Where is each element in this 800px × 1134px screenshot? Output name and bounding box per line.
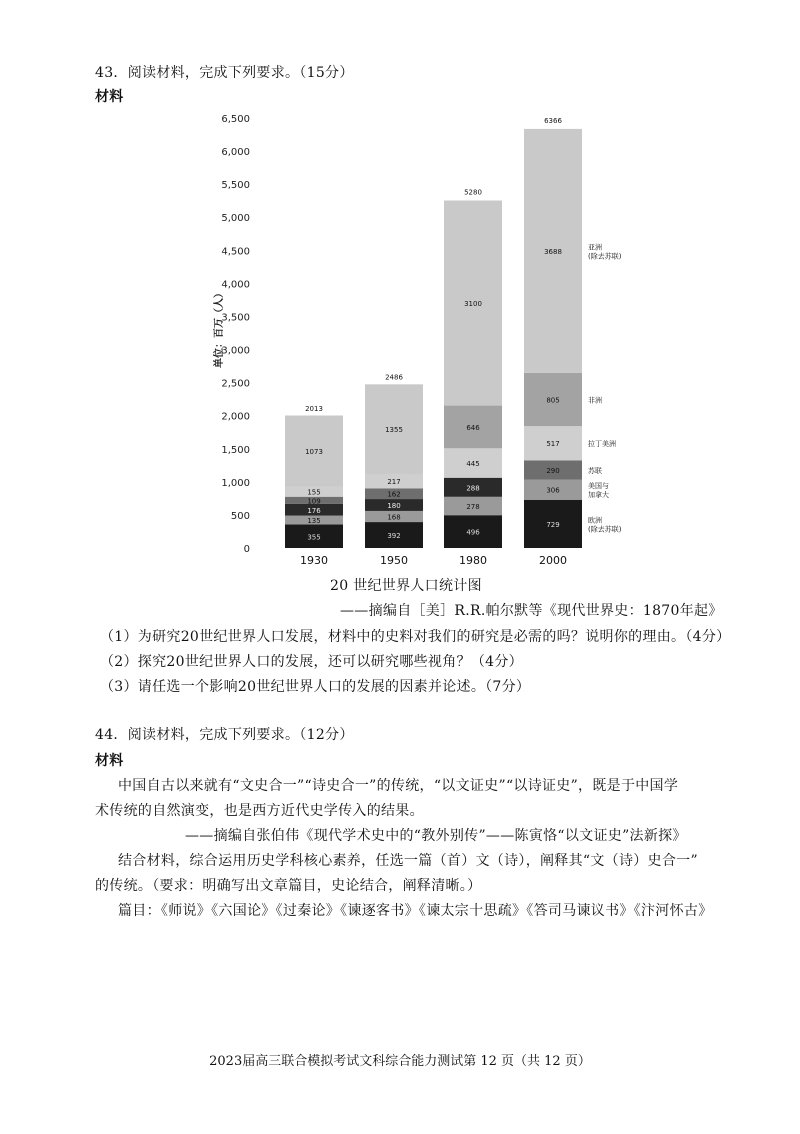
legend-label: 加拿大 bbox=[588, 491, 609, 500]
legend-label: 美国与 bbox=[588, 482, 609, 491]
y-tick-label: 0 bbox=[243, 544, 250, 555]
bar-total-label: 2013 bbox=[305, 404, 323, 413]
segment-value-label: 445 bbox=[466, 460, 480, 469]
segment-value-label: 217 bbox=[387, 478, 401, 487]
y-tick-label: 5,000 bbox=[221, 213, 250, 225]
y-tick-label: 6,500 bbox=[221, 114, 250, 125]
segment-value-label: 180 bbox=[387, 502, 401, 510]
legend-label: 非洲 bbox=[588, 396, 602, 405]
segment-value-label: 517 bbox=[546, 440, 560, 449]
segment-value-label: 805 bbox=[546, 396, 560, 405]
legend-label: (除去苏联) bbox=[588, 252, 622, 261]
segment-value-label: 646 bbox=[466, 423, 480, 432]
segment-value-label: 392 bbox=[387, 532, 401, 541]
q44-source: ——摘编自张伯伟《现代学术史中的“教外别传”——陈寅恪“以文证史”法新探》 bbox=[185, 828, 687, 844]
segment-value-label: 306 bbox=[546, 486, 560, 495]
segment-value-label: 496 bbox=[466, 528, 480, 537]
bar-total-label: 5280 bbox=[464, 188, 482, 197]
y-tick-label: 5,500 bbox=[221, 180, 250, 192]
segment-value-label: 3688 bbox=[544, 247, 562, 256]
y-tick-label: 3,500 bbox=[221, 312, 250, 324]
segment-value-label: 290 bbox=[546, 466, 560, 475]
y-tick-label: 1,500 bbox=[221, 444, 250, 456]
legend-label: 苏联 bbox=[588, 466, 602, 475]
chart-caption: 20 世纪世界人口统计图 bbox=[330, 578, 482, 594]
bar-total-label: 2486 bbox=[385, 373, 403, 382]
y-tick-label: 4,000 bbox=[221, 279, 250, 291]
q44-paragraph-line-1: 中国自古以来就有“文史合一”“诗史合一”的传统，“以文证史”“以诗证史”，既是于中国学 bbox=[118, 778, 679, 794]
segment-value-label: 355 bbox=[307, 533, 321, 542]
legend-label: (除去苏联) bbox=[588, 525, 622, 534]
y-tick-label: 1,000 bbox=[221, 477, 250, 489]
q44-titles: 篇目：《师说》《六国论》《过秦论》《谏逐客书》《谏太宗十思疏》《答司马谏议书》《汴河怀古》 bbox=[118, 903, 713, 919]
segment-value-label: 135 bbox=[307, 517, 321, 526]
segment-value-label: 729 bbox=[546, 520, 560, 529]
segment-value-label: 176 bbox=[307, 506, 321, 515]
q43-question-3: （3）请任选一个影响20世纪世界人口的发展的因素并论述。（7分） bbox=[100, 679, 531, 695]
population-chart bbox=[210, 108, 622, 570]
bar-total-label: 6366 bbox=[544, 116, 562, 125]
segment-value-label: 1073 bbox=[305, 447, 323, 456]
x-tick-label: 2000 bbox=[539, 554, 567, 567]
legend-label: 亚洲 bbox=[588, 243, 602, 252]
x-tick-label: 1950 bbox=[380, 554, 408, 567]
q43-header: 43．阅读材料，完成下列要求。（15分） bbox=[95, 65, 354, 81]
y-tick-label: 2,500 bbox=[221, 378, 250, 390]
segment-value-label: 278 bbox=[466, 502, 480, 511]
q43-question-2: （2）探究20世纪世界人口的发展，还可以研究哪些视角？（4分） bbox=[100, 654, 523, 670]
q43-source: ——摘编自［美］R.R.帕尔默等《现代世界史：1870年起》 bbox=[340, 603, 723, 619]
y-tick-label: 4,500 bbox=[221, 246, 250, 258]
page-footer: 2023届高三联合模拟考试文科综合能力测试第 12 页（共 12 页） bbox=[209, 1054, 591, 1069]
q44-header: 44．阅读材料，完成下列要求。（12分） bbox=[95, 727, 354, 743]
y-tick-label: 500 bbox=[230, 510, 250, 522]
segment-value-label: 162 bbox=[387, 490, 401, 499]
y-tick-label: 6,000 bbox=[221, 147, 250, 159]
x-tick-label: 1980 bbox=[459, 554, 487, 567]
q44-task-line-1: 结合材料，综合运用历史学科核心素养，任选一篇（首）文（诗），阐释其“文（诗）史合一” bbox=[118, 853, 698, 869]
q43-material-label: 材料 bbox=[95, 89, 124, 105]
segment-value-label: 168 bbox=[387, 513, 401, 522]
y-axis-label: 单位：百万（人） bbox=[214, 288, 225, 368]
q44-task-line-2: 的传统。（要求：明确写出文章篇目，史论结合，阐释清晰。） bbox=[95, 878, 482, 894]
q44-material-label: 材料 bbox=[95, 753, 124, 769]
segment-value-label: 288 bbox=[466, 484, 480, 493]
y-tick-label: 3,000 bbox=[221, 345, 250, 357]
segment-value-label: 109 bbox=[307, 497, 321, 506]
q44-paragraph-line-2: 术传统的自然演变，也是西方近代史学传入的结果。 bbox=[95, 803, 424, 819]
segment-value-label: 3100 bbox=[464, 300, 482, 309]
q43-question-1: （1）为研究20世纪世界人口发展，材料中的史料对我们的研究是必需的吗？说明你的理由。（4分） bbox=[100, 629, 731, 645]
y-tick-label: 2,000 bbox=[221, 411, 250, 423]
segment-value-label: 155 bbox=[307, 488, 321, 497]
segment-value-label: 1355 bbox=[385, 426, 403, 435]
x-tick-label: 1930 bbox=[300, 554, 328, 567]
legend-label: 欧洲 bbox=[588, 516, 602, 525]
legend-label: 拉丁美洲 bbox=[588, 440, 616, 449]
